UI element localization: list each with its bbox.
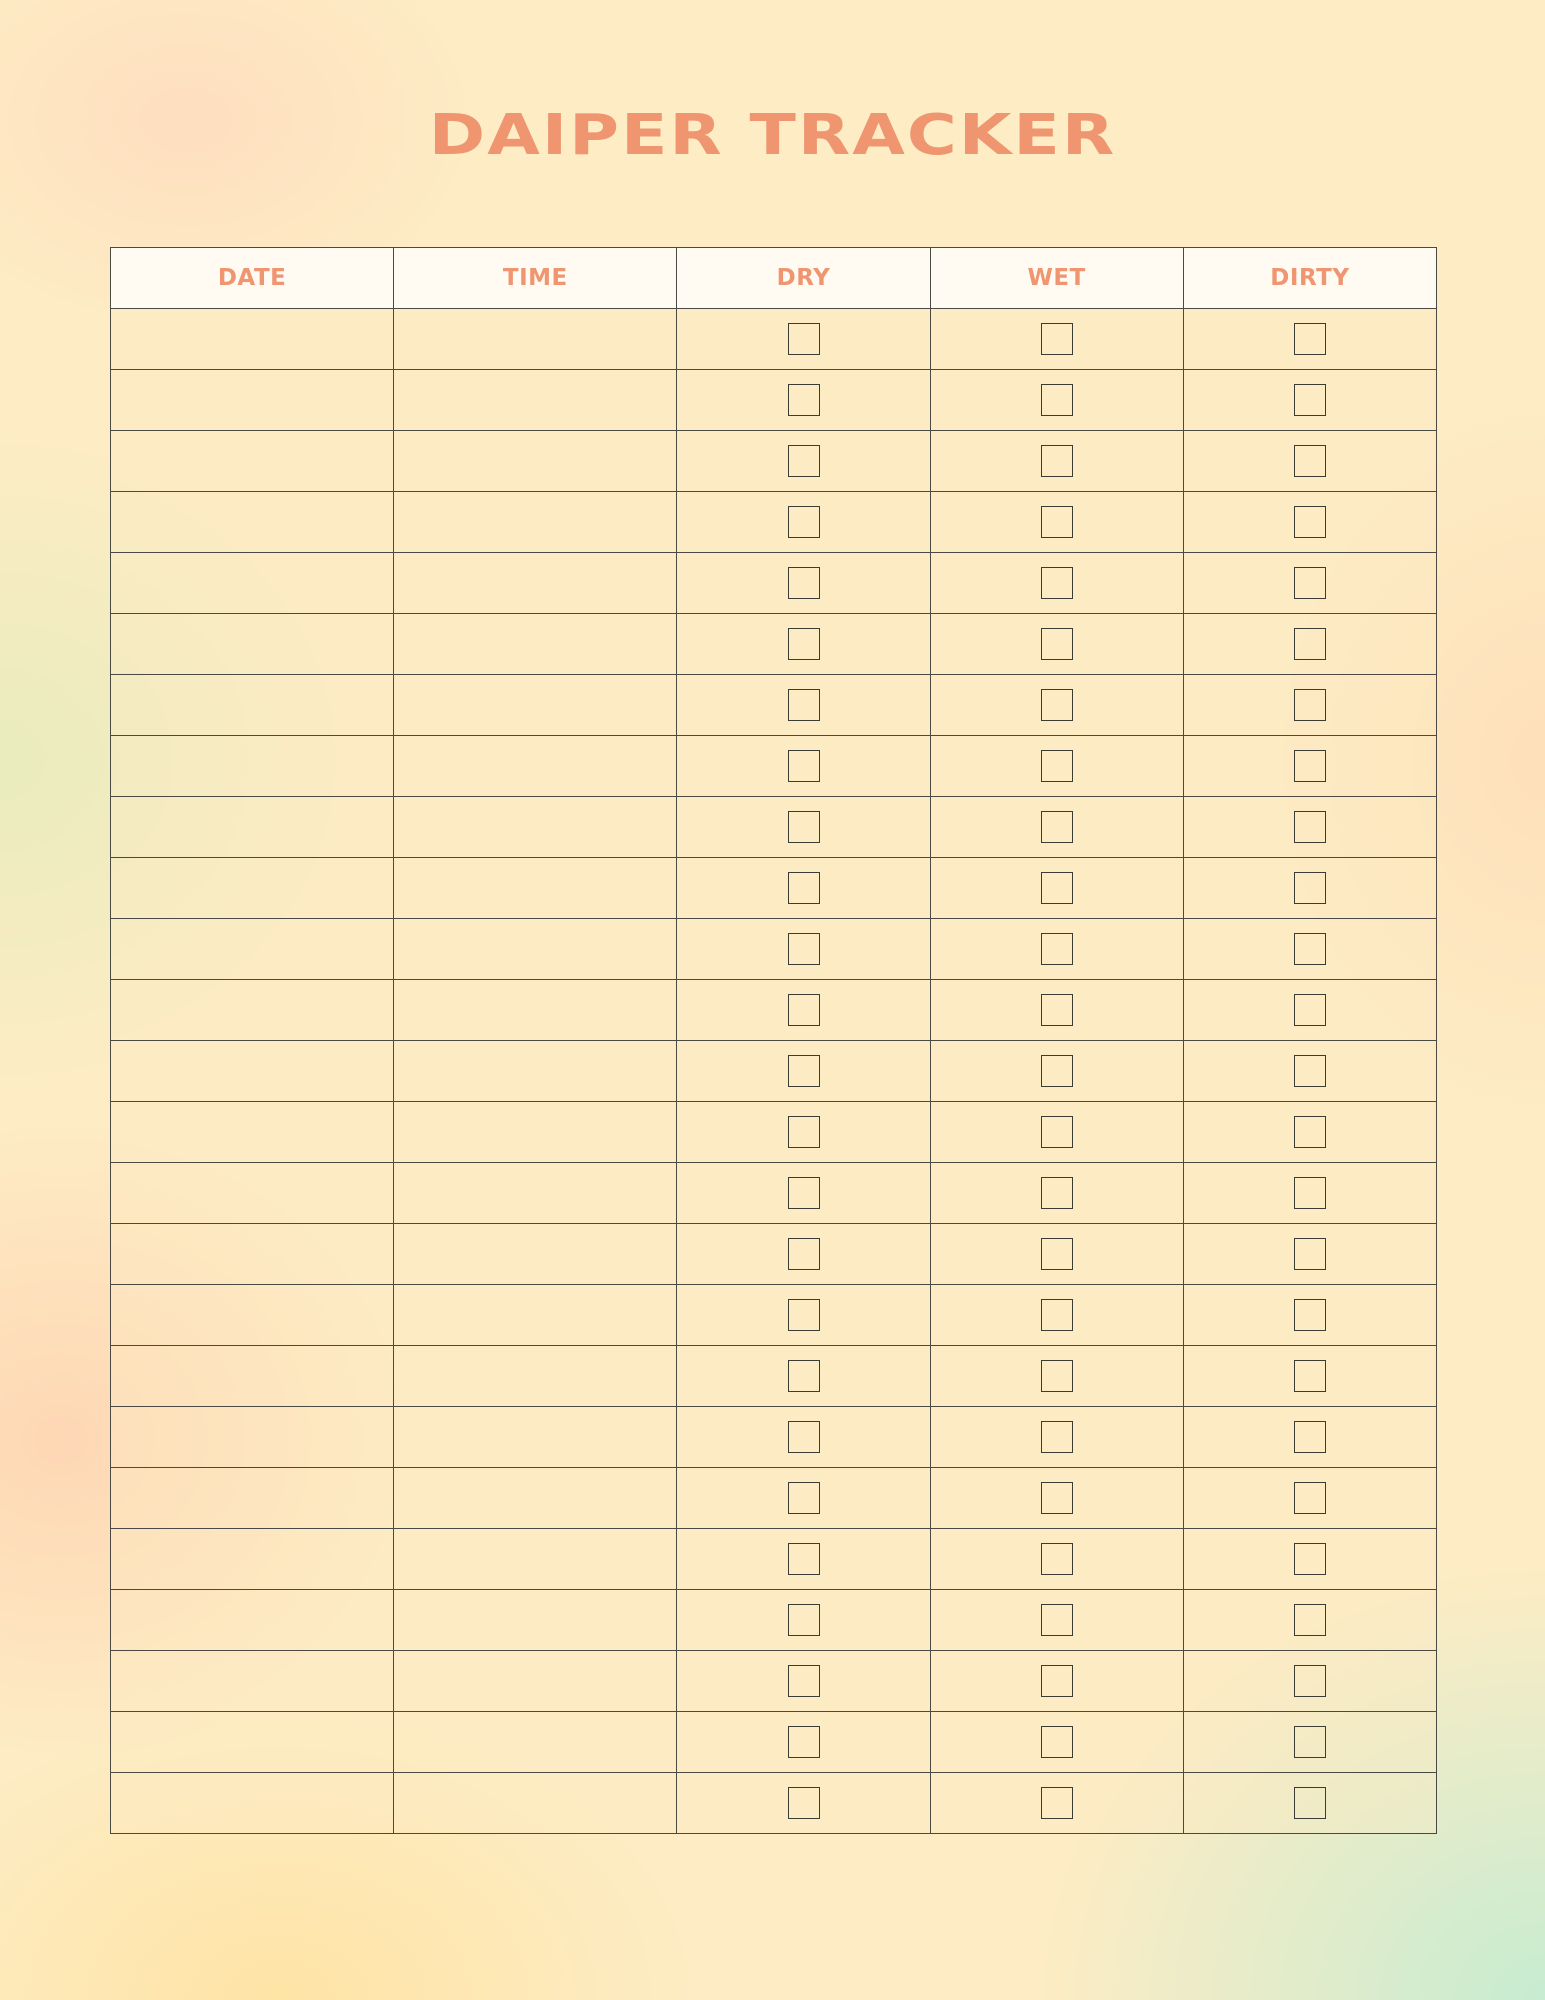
date-cell[interactable] [111,553,394,614]
dirty-cell [1183,309,1436,370]
date-cell[interactable] [111,858,394,919]
dirty-checkbox[interactable] [1294,506,1326,538]
dirty-checkbox[interactable] [1294,994,1326,1026]
dirty-cell [1183,370,1436,431]
table-row [111,1041,1437,1102]
date-cell[interactable] [111,1651,394,1712]
time-cell[interactable] [394,1468,677,1529]
wet-cell [930,553,1183,614]
table-row [111,1346,1437,1407]
wet-checkbox[interactable] [1041,994,1073,1026]
wet-cell [930,431,1183,492]
dry-cell [677,1529,930,1590]
dry-checkbox[interactable] [788,1665,820,1697]
wet-checkbox[interactable] [1041,1421,1073,1453]
date-cell[interactable] [111,1041,394,1102]
dry-checkbox[interactable] [788,933,820,965]
wet-checkbox[interactable] [1041,1116,1073,1148]
wet-cell [930,1773,1183,1834]
time-cell[interactable] [394,919,677,980]
dirty-cell [1183,614,1436,675]
wet-cell [930,1590,1183,1651]
table-row [111,1163,1437,1224]
dirty-cell [1183,919,1436,980]
dry-cell [677,614,930,675]
dry-checkbox[interactable] [788,323,820,355]
time-cell[interactable] [394,797,677,858]
header-wet: WET [930,248,1183,309]
table-row [111,1773,1437,1834]
table-row [111,1224,1437,1285]
date-cell[interactable] [111,1712,394,1773]
dry-cell [677,675,930,736]
dirty-cell [1183,797,1436,858]
date-cell[interactable] [111,919,394,980]
dirty-checkbox[interactable] [1294,1787,1326,1819]
dirty-checkbox[interactable] [1294,689,1326,721]
dry-cell [677,1041,930,1102]
wet-checkbox[interactable] [1041,323,1073,355]
dirty-cell [1183,1041,1436,1102]
dirty-cell [1183,1712,1436,1773]
wet-checkbox[interactable] [1041,1177,1073,1209]
date-cell[interactable] [111,492,394,553]
wet-checkbox[interactable] [1041,1360,1073,1392]
wet-checkbox[interactable] [1041,1055,1073,1087]
dry-cell [677,431,930,492]
wet-checkbox[interactable] [1041,689,1073,721]
header-date: DATE [111,248,394,309]
table-row [111,919,1437,980]
table-row [111,1529,1437,1590]
wet-checkbox[interactable] [1041,1543,1073,1575]
dirty-checkbox[interactable] [1294,1360,1326,1392]
wet-checkbox[interactable] [1041,933,1073,965]
dry-checkbox[interactable] [788,1421,820,1453]
dirty-cell [1183,431,1436,492]
wet-checkbox[interactable] [1041,1787,1073,1819]
table-row [111,858,1437,919]
dry-cell [677,1346,930,1407]
dirty-cell [1183,1224,1436,1285]
time-cell[interactable] [394,553,677,614]
dry-checkbox[interactable] [788,1543,820,1575]
table-row [111,797,1437,858]
dry-checkbox[interactable] [788,1238,820,1270]
header-row [111,248,1437,309]
dry-checkbox[interactable] [788,1116,820,1148]
time-cell[interactable] [394,980,677,1041]
dry-cell [677,1102,930,1163]
table-row [111,736,1437,797]
time-cell[interactable] [394,1102,677,1163]
table-row [111,553,1437,614]
date-cell[interactable] [111,736,394,797]
date-cell[interactable] [111,1529,394,1590]
wet-checkbox[interactable] [1041,384,1073,416]
dry-cell [677,1773,930,1834]
dry-cell [677,1163,930,1224]
header-dirty: DIRTY [1183,248,1436,309]
wet-checkbox[interactable] [1041,1299,1073,1331]
dirty-cell [1183,1407,1436,1468]
dirty-cell [1183,1102,1436,1163]
dirty-checkbox[interactable] [1294,1299,1326,1331]
dry-checkbox[interactable] [788,628,820,660]
dry-cell [677,309,930,370]
dry-checkbox[interactable] [788,750,820,782]
date-cell[interactable] [111,309,394,370]
wet-cell [930,1529,1183,1590]
date-cell[interactable] [111,1285,394,1346]
date-cell[interactable] [111,1407,394,1468]
dry-cell [677,980,930,1041]
dry-checkbox[interactable] [788,689,820,721]
time-cell[interactable] [394,614,677,675]
table-row [111,675,1437,736]
dirty-cell [1183,553,1436,614]
wet-checkbox[interactable] [1041,445,1073,477]
dirty-cell [1183,1163,1436,1224]
dirty-cell [1183,1773,1436,1834]
dry-checkbox[interactable] [788,1360,820,1392]
wet-checkbox[interactable] [1041,567,1073,599]
dry-cell [677,858,930,919]
dry-checkbox[interactable] [788,384,820,416]
wet-cell [930,1712,1183,1773]
dirty-checkbox[interactable] [1294,323,1326,355]
dirty-checkbox[interactable] [1294,567,1326,599]
date-cell[interactable] [111,614,394,675]
dirty-cell [1183,1529,1436,1590]
wet-cell [930,1163,1183,1224]
date-cell[interactable] [111,1346,394,1407]
wet-cell [930,1041,1183,1102]
dirty-checkbox[interactable] [1294,1421,1326,1453]
dry-cell [677,1224,930,1285]
dry-checkbox[interactable] [788,1787,820,1819]
dry-cell [677,797,930,858]
dirty-cell [1183,980,1436,1041]
dry-checkbox[interactable] [788,1726,820,1758]
wet-cell [930,309,1183,370]
wet-checkbox[interactable] [1041,628,1073,660]
dry-checkbox[interactable] [788,994,820,1026]
wet-checkbox[interactable] [1041,872,1073,904]
dry-cell [677,1590,930,1651]
dirty-checkbox[interactable] [1294,1055,1326,1087]
time-cell[interactable] [394,1285,677,1346]
time-cell[interactable] [394,431,677,492]
dry-checkbox[interactable] [788,506,820,538]
time-cell[interactable] [394,309,677,370]
table-row [111,1102,1437,1163]
date-cell[interactable] [111,1102,394,1163]
time-cell[interactable] [394,492,677,553]
wet-cell [930,1407,1183,1468]
dry-cell [677,553,930,614]
date-cell[interactable] [111,1224,394,1285]
wet-cell [930,614,1183,675]
wet-checkbox[interactable] [1041,1604,1073,1636]
wet-cell [930,858,1183,919]
wet-checkbox[interactable] [1041,1665,1073,1697]
dirty-cell [1183,1468,1436,1529]
dry-checkbox[interactable] [788,1055,820,1087]
time-cell[interactable] [394,1529,677,1590]
wet-cell [930,736,1183,797]
dry-checkbox[interactable] [788,1482,820,1514]
dirty-checkbox[interactable] [1294,1543,1326,1575]
table-row [111,980,1437,1041]
wet-cell [930,675,1183,736]
dirty-checkbox[interactable] [1294,1238,1326,1270]
wet-cell [930,919,1183,980]
wet-cell [930,1651,1183,1712]
dry-checkbox[interactable] [788,1604,820,1636]
dirty-checkbox[interactable] [1294,1665,1326,1697]
dry-checkbox[interactable] [788,872,820,904]
diaper-tracker-table [110,247,1437,1834]
dry-checkbox[interactable] [788,1299,820,1331]
dirty-cell [1183,1651,1436,1712]
date-cell[interactable] [111,1468,394,1529]
wet-checkbox[interactable] [1041,750,1073,782]
dirty-checkbox[interactable] [1294,628,1326,660]
wet-cell [930,492,1183,553]
wet-checkbox[interactable] [1041,811,1073,843]
table-row [111,1468,1437,1529]
dirty-checkbox[interactable] [1294,384,1326,416]
header-time: TIME [394,248,677,309]
time-cell[interactable] [394,675,677,736]
date-cell[interactable] [111,370,394,431]
wet-checkbox[interactable] [1041,506,1073,538]
time-cell[interactable] [394,858,677,919]
dry-checkbox[interactable] [788,1177,820,1209]
table-row [111,1651,1437,1712]
date-cell[interactable] [111,980,394,1041]
dirty-cell [1183,1346,1436,1407]
dirty-checkbox[interactable] [1294,1177,1326,1209]
dirty-checkbox[interactable] [1294,811,1326,843]
dry-cell [677,1468,930,1529]
date-cell[interactable] [111,1773,394,1834]
table-row [111,431,1437,492]
table-row [111,1712,1437,1773]
dirty-checkbox[interactable] [1294,1116,1326,1148]
date-cell[interactable] [111,1163,394,1224]
dirty-checkbox[interactable] [1294,1604,1326,1636]
dry-cell [677,1285,930,1346]
date-cell[interactable] [111,797,394,858]
table-row [111,1407,1437,1468]
dry-cell [677,1407,930,1468]
table-body [111,309,1437,1834]
time-cell[interactable] [394,1346,677,1407]
table-row [111,370,1437,431]
wet-cell [930,1224,1183,1285]
wet-checkbox[interactable] [1041,1238,1073,1270]
wet-cell [930,1468,1183,1529]
table-row [111,1285,1437,1346]
dry-cell [677,1712,930,1773]
table-row [111,309,1437,370]
dry-checkbox[interactable] [788,811,820,843]
date-cell[interactable] [111,1590,394,1651]
dirty-checkbox[interactable] [1294,933,1326,965]
dirty-cell [1183,858,1436,919]
wet-cell [930,1102,1183,1163]
dirty-checkbox[interactable] [1294,872,1326,904]
time-cell[interactable] [394,1041,677,1102]
wet-cell [930,370,1183,431]
time-cell[interactable] [394,1163,677,1224]
wet-checkbox[interactable] [1041,1482,1073,1514]
wet-cell [930,980,1183,1041]
page-title: DAIPER TRACKER [428,103,1117,168]
dirty-cell [1183,492,1436,553]
dry-cell [677,919,930,980]
wet-cell [930,1346,1183,1407]
time-cell[interactable] [394,1224,677,1285]
wet-checkbox[interactable] [1041,1726,1073,1758]
dirty-cell [1183,1590,1436,1651]
time-cell[interactable] [394,370,677,431]
date-cell[interactable] [111,431,394,492]
dry-checkbox[interactable] [788,445,820,477]
time-cell[interactable] [394,1773,677,1834]
dirty-checkbox[interactable] [1294,750,1326,782]
time-cell[interactable] [394,736,677,797]
dirty-checkbox[interactable] [1294,1482,1326,1514]
dirty-cell [1183,1285,1436,1346]
dry-cell [677,370,930,431]
time-cell[interactable] [394,1407,677,1468]
time-cell[interactable] [394,1590,677,1651]
dirty-cell [1183,736,1436,797]
dry-cell [677,736,930,797]
wet-cell [930,1285,1183,1346]
dry-checkbox[interactable] [788,567,820,599]
time-cell[interactable] [394,1651,677,1712]
dirty-cell [1183,675,1436,736]
dirty-checkbox[interactable] [1294,1726,1326,1758]
wet-cell [930,797,1183,858]
dry-cell [677,1651,930,1712]
table-row [111,492,1437,553]
dirty-checkbox[interactable] [1294,445,1326,477]
time-cell[interactable] [394,1712,677,1773]
header-dry: DRY [677,248,930,309]
dry-cell [677,492,930,553]
table-row [111,614,1437,675]
table-row [111,1590,1437,1651]
date-cell[interactable] [111,675,394,736]
